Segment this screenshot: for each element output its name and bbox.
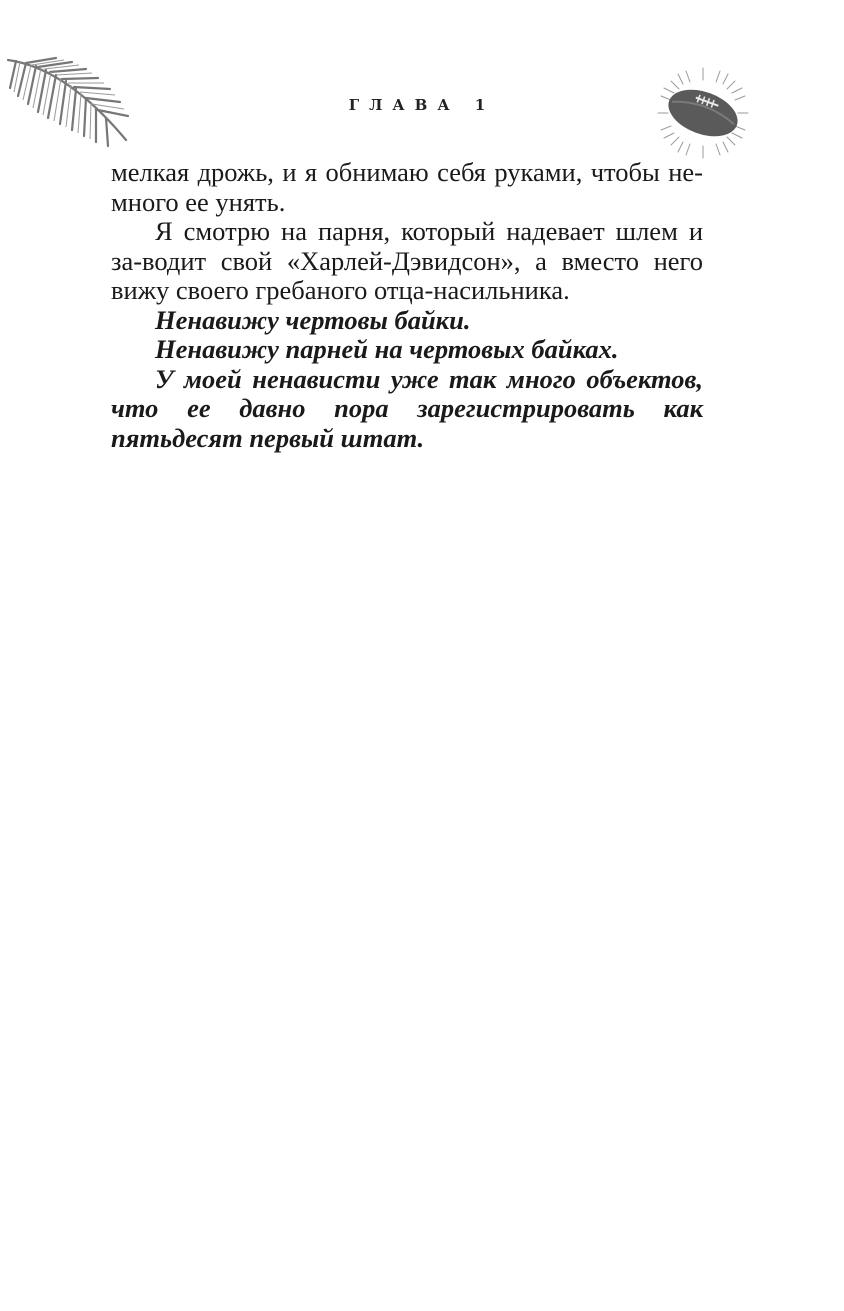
body-text	[111, 158, 703, 453]
paragraph-3: Ненавижу чертовы байки.	[155, 304, 471, 335]
running-head: ГЛАВА 1	[348, 96, 496, 114]
paragraph-5: У моей ненависти уже так много объектов, что ее давно пора зарегистрировать как пятьдесят первый штат.	[111, 363, 703, 453]
paragraph-1: мелкая дрожь, и я обнимаю себя руками, чтобы не-много ее унять.	[111, 157, 703, 217]
paragraph-2: Я смотрю на парня, который надевает шлем и за-водит свой «Харлей-Дэвидсон», а вместо него вижу своего гребаного отца-насильника.	[111, 216, 703, 305]
paragraph-4: Ненавижу парней на чертовых байках.	[155, 334, 619, 364]
